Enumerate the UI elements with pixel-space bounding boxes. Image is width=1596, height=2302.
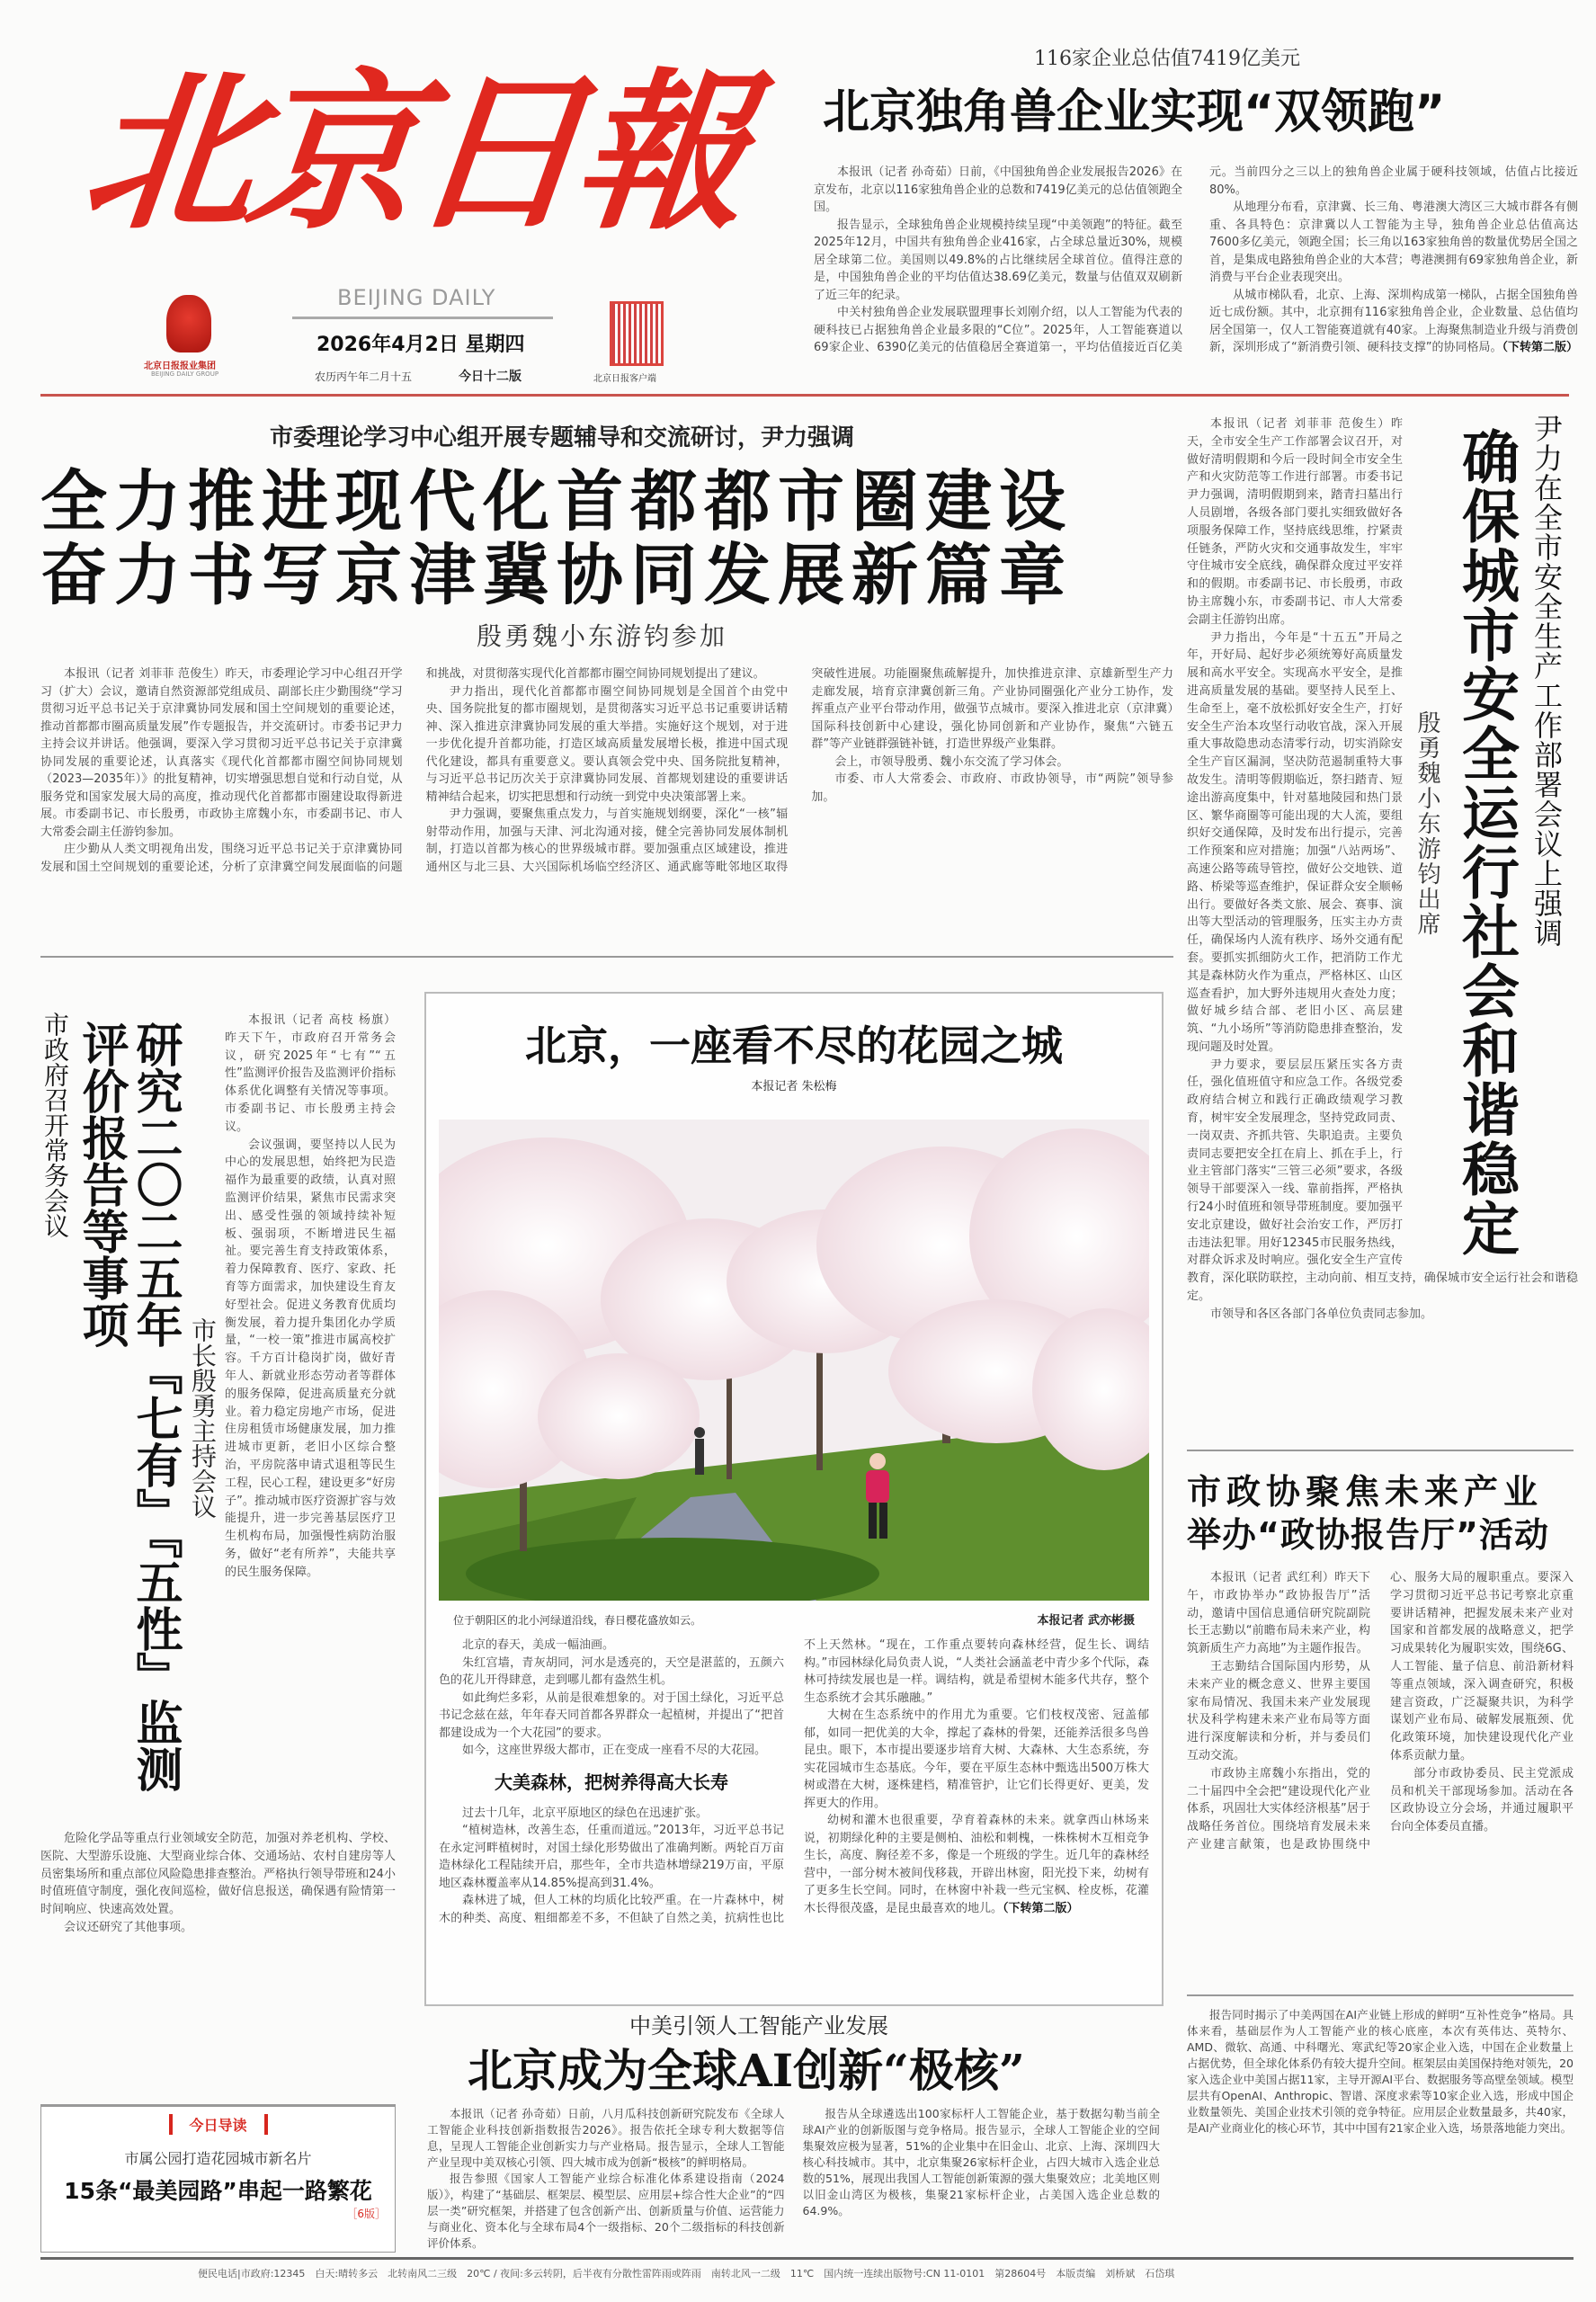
- ai-headline[interactable]: 北京成为全球AI创新“极核”: [468, 2044, 1025, 2097]
- govt-body-lower: 危险化学品等重点行业领域安全防范，加强对养老机构、学校、医院、大型游乐设施、大型商业综合体、交通场站、农村自建房等人员密集场所和重点部位风险隐患排查整治。严格执行领导带班和24小时值班值守制度，强化夜间巡检，做好信息报送，确保遇有险情第一时间响应、快速高效处置。 会议还研究了其他事项。: [40, 1832, 396, 1934]
- group-logo-icon: [166, 295, 211, 352]
- issue-date: 2026年4月2日 星期四: [317, 334, 525, 356]
- safety-kicker: 尹力在全市安全生产工作部署会议上强调: [1529, 414, 1564, 948]
- page-count: 今日十二版: [459, 370, 522, 384]
- lunar-date: 农历丙午年二月十五: [315, 370, 413, 383]
- masthead-divider: [40, 394, 1569, 397]
- cherry-blossom-photo: [439, 1120, 1149, 1601]
- ai-body-continued: 报告同时揭示了中美两国在AI产业链上形成的鲜明“互补性竞争”格局。具体来看，基础层作为人工智能产业的核心底座，本次有英伟达、英特尔、AMD、微软、高通、中科曙光、寒武纪等20家企业入选，中国在企业数量上占据优势，但全球化体系仍有较大提升空间。框架层由美国保持绝对领先，20家入选企业中美国占据11家，主导开源AI平台、数据服务等高壁垒领域。模型层共有OpenAI、Anthropic、智谱、深度求索等10家企业入选，形成中国企业数量领先、美国企业技术引领的竞争特征。应用层企业数量最多，共40家，是AI产业商业化的核心环节，其中中国有21家企业入选，场景落地能力突出。: [1187, 2008, 1574, 2135]
- lead-kicker: 116家企业总估值7419亿美元: [1034, 48, 1300, 70]
- main-kicker: 市委理论学习中心组开展专题辅导和交流研讨，尹力强调: [270, 424, 855, 451]
- govt-sub: 市长殷勇主持会议: [188, 1317, 218, 1519]
- group-name-en: BEIJING DAILY GROUP: [151, 370, 219, 378]
- safety-headline[interactable]: 确保城市安全运行社会和谐稳定: [1452, 427, 1519, 1258]
- ai-kicker: 中美引领人工智能产业发展: [629, 2013, 888, 2039]
- ai-body: 本报讯（记者 孙奇茹）日前，八月瓜科技创新研究院发布《全球人工智能企业科技创新指数报告2026》。报告依托全球专利大数据等信息，呈现人工智能企业创新实力与产业格局。报告显示，全球人工智能产业呈现中美双核心引领、四大城市成为创新“极核”的鲜明格局。 报告参照《国家人工智能产业综合标准化体系建设指南（2024版）》，构建了“基础层、框架层、模型层、应用层+综合性大企业”的“四层一类”研究框架，并搭建了包含创新产出、创新质量与价值、运营能力与商业化、资本化与全球布局4个一级指标、20个二级指标的科技创新评价体系。 报告从全球遴选出100家标杆人工智能企业，基于数据勾勒当前全球AI产业的创新版图与竞争格局。报告显示，全球人工智能企业的空间集聚效应极为显著，51%的企业集中在旧金山、北京、上海、深圳四大核心科技城市。其中，北京集聚26家标杆企业，占四大城市入选企业总数的51%，展现出我国人工智能创新策源的强大集聚效应；北美地区则以旧金山湾区为极核，集聚21家标杆企业，占美国入选企业总数的64.9%。: [427, 2107, 1160, 2250]
- lead-body: 本报讯（记者 孙奇茹）日前，《中国独角兽企业发展报告2026》在京发布，北京以116家独角兽企业的总数和7419亿美元的总估值领跑全国。 报告显示，全球独角兽企业规模持续呈现“中美领跑”的特征。截至2025年12月，中国共有独角兽企业416家，占全球总量近30%，规模居全球第二位。美国则以49.8%的占比继续居全球首位。值得注意的是，中国独角兽企业的平均估值达38.69亿美元，数量与估值双双刷新了近三年的纪录。 中关村独角兽企业发展联盟理事长刘刚介绍，以人工智能为代表的硬科技已占据独角兽企业最多限的“C位”。2025年，人工智能赛道以69家企业、6390亿美元的估值稳居全赛道第一，平均估值接近百亿美元。当前四分之三以上的独角兽企业属于硬科技领域，估值占比接近80%。 从地理分布看，京津冀、长三角、粤港澳大湾区三大城市群各有侧重、各具特色：京津冀以人工智能为主导，独角兽企业总估值高达7600多亿美元，领跑全国；长三角以163家独角兽的数量优势居全国之首，是集成电路独角兽企业的大本营；粤港澳拥有69家独角兽企业，新消费与平台企业表现突出。 从城市梯队看，北京、上海、深圳构成第一梯队，占据全国独角兽近七成份额。其中，北京拥有116家独角兽企业，企业数量、总估值均居全国第一，仅人工智能赛道就有40家。上海聚焦制造业升级与消费创新，深圳形成了“新消费引领、硬科技支撑”的协同格局。（下转第二版）: [814, 165, 1578, 354]
- photo-credit: 本报记者 武亦彬摄: [1037, 1614, 1135, 1628]
- cppcc-headline-2[interactable]: 举办“政协报告厅”活动: [1187, 1515, 1549, 1555]
- footer-info: 便民电话|市政府:12345 白天:晴转多云 北转南风二三级 20℃ / 夜间:多云转阴，后半夜有分散性雷阵雨或阵雨 南转北风一二级 11℃ 国内统一连续出版物号:CN 11-0101 第28604号 本版责编 刘桥斌 石岱琪: [198, 2268, 1175, 2280]
- qr-code-icon[interactable]: [610, 301, 664, 366]
- today-guide-page-ref[interactable]: ［6版］: [346, 2208, 386, 2220]
- garden-headline[interactable]: 北京，一座看不尽的花园之城: [525, 1022, 1063, 1070]
- govt-headline[interactable]: 研究二〇二五年『七有』『五性』监测评价报告等事项: [74, 1021, 183, 1792]
- garden-body: 北京的春天，美成一幅油画。 朱红宫墙，青灰胡同，河水是透亮的，天空是湛蓝的，五颜六色的花儿开得肆意，走到哪儿都有盎然生机。 如此绚烂多彩，从前是很难想象的。对于国土绿化，习近平总书记念兹在兹，年年春天同首都各界群众一起植树，并提出了“把首都建设成为一个大花园”的要求。 如今，这座世界级大都市，正在变成一座看不尽的大花园。 大美森林，把树养得高大长寿 过去十几年，北京平原地区的绿色在迅速扩张。 “植树造林，改善生态，任重而道远。”2013年，习近平总书记在永定河畔植树时，对国土绿化形势做出了准确判断。两轮百万亩造林绿化工程陆续开启，那些年，全市共造林增绿219万亩，平原地区森林覆盖率从14.85%提高到31.4%。 森林进了城，但人工林的均质化比较严重。在一片森林中，树木的种类、高度、粗细都差不多，不但缺了自然之美，抗病性也比不上天然林。“现在，工作重点要转向森林经营，促生长、调结构。”市园林绿化局负责人说，“人类社会涵盖老中青少多个代际，森林可持续发展也是一样。调结构，就是希望树木能多代共存，整个生态系统才会其乐融融。” 大树在生态系统中的作用尤为重要。它们枝杈茂密、冠盖郁郁，如同一把优美的大伞，撑起了森林的骨架，还能养活很多鸟兽昆虫。眼下，本市提出要逐步培育大树、大森林、大生态系统，夯实花园城市生态基底。今年，要在平原生态林中甄选出500万株大树或潜在大树，逐株建档，精准管护，让它们长得更好、更美，发挥更大的作用。 幼树和灌木也很重要，孕育着森林的未来。就拿西山林场来说，初期绿化种的主要是侧柏、油松和刺槐，一株株树木互相竞争生长，高度、胸径差不多，像是一个班级的学生。近几年的森林经营中，一部分树木被间伐移栽，开辟出林窗，阳光投下来，幼树有了更多生长空间。同时，在林窗中补栽一些元宝枫、栓皮栎，花灌木长得很茂盛，是昆虫最喜欢的地儿。（下转第二版）: [439, 1638, 1149, 1925]
- today-guide-headline[interactable]: 15条“最美园路”串起一路繁花: [64, 2178, 372, 2204]
- today-guide-box[interactable]: [40, 2104, 396, 2253]
- garden-feature-box: [424, 992, 1164, 2006]
- main-headline-2[interactable]: 奋力书写京津冀协同发展新篇章: [40, 537, 1073, 614]
- govt-kicker: 市政府召开常务会议: [40, 1012, 70, 1238]
- main-headline-1[interactable]: 全力推进现代化首都都市圈建设: [40, 463, 1073, 540]
- group-name: 北京日报报业集团: [144, 361, 216, 371]
- today-guide-label: 今日导读: [169, 2114, 268, 2135]
- main-attendees: 殷勇魏小东游钧参加: [477, 621, 728, 651]
- photo-caption: 位于朝阳区的北小河绿道沿线，春日樱花盛放如云。: [453, 1614, 702, 1627]
- safety-attendees: 殷勇魏小东游钧出席: [1413, 710, 1440, 937]
- newspaper-logo: 北京日報: [75, 52, 751, 253]
- cppcc-headline-1[interactable]: 市政协聚焦未来产业: [1187, 1472, 1544, 1512]
- cppcc-body: 本报讯（记者 武红利）昨天下午，市政协举办“政协报告厅”活动，邀请中国信息通信研究院副院长王志勤以“前瞻布局未来产业，构筑新质生产力高地”为主题作报告。 王志勤结合国际国内形势，从未来产业的概念意义、世界主要国家布局情况、我国未来产业发展现状及科学构建未来产业布局等方面进行深度解读和分析，并与委员们互动交流。 市政协主席魏小东指出，党的二十届四中全会把“建设现代化产业体系，巩固壮大实体经济根基”居于战略任务首位。围绕培育发展未来产业建言献策，也是政协围绕中心、服务大局的履职重点。要深入学习贯彻习近平总书记考察北京重要讲话精神，把握发展未来产业对国家和首都发展的战略意义，把学习成果转化为履职实效，围绕6G、人工智能、量子信息、前沿新材料等重点领域，深入调查研究，积极建言资政，广泛凝聚共识，为科学谋划产业布局、破解发展瓶颈、优化政策环境，加快建设现代化产业体系贡献力量。 部分市政协委员、民主党派成员和机关干部现场参加。活动在各区政协设立分会场，并通过履职平台向全体委员直播。: [1187, 1571, 1574, 1851]
- lead-headline[interactable]: 北京独角兽企业实现“双领跑”: [823, 85, 1446, 139]
- today-guide-kicker: 市属公园打造花园城市新名片: [124, 2150, 312, 2167]
- garden-byline: 本报记者 朱松梅: [751, 1080, 837, 1093]
- govt-body: 本报讯（记者 高枝 杨旗）昨天下午，市政府召开常务会议，研究2025年“七有”“五性”监测评价报告及监测评价指标体系优化调整有关情况等事项。市委副书记、市长殷勇主持会议。 会议强调，要坚持以人民为中心的发展思想，始终把为民造福作为最重要的政绩，认真对照监测评价结果，紧焦市民需求突出、感受性强的领域持续补短板、强弱项，不断增进民生福祉。要完善生育支持政策体系，着力保障教育、医疗、家政、托育等方面需求，加快建设生育友好型社会。促进义务教育优质均衡发展，着力提升集团化办学质量，“一校一策”推进市属高校扩容。千方百计稳岗扩岗，做好青年人、新就业形态劳动者等群体的服务保障，促进高质量充分就业。着力稳定房地产市场，促进住房租赁市场健康发展，加力推进城市更新，老旧小区综合整治，平房院落申请式退租等民生工程，民心工程，建设更多“好房子”。推动城市医疗资源扩容与效能提升，进一步完善基层医疗卫生机构布局，加强慢性病防治服务，做好“老有所养”，夫能共享的民生服务保障。: [225, 1013, 396, 1579]
- safety-body: 本报讯（记者 刘菲菲 范俊生）昨天，全市安全生产工作部署会议召开，对做好清明假期和今后一段时间全市安全生产和火灾防范等工作进行部署。市委书记尹力强调，清明假期到来，踏青扫墓出行人员剧增，各级各部门要扎实细致做好各项服务保障工作，坚持底线思维，拧紧责任链条，严防火灾和交通事故发生，牢牢守住城市安全底线，确保群众度过平安祥和的假期。市委副书记、市长殷勇，市政协主席魏小东，市委副书记、市人大常委会副主任游钧出席。 尹力指出，今年是“十五五”开局之年，开好局、起好步必须统筹好高质量发展和高水平安全。实现高水平安全，是推进高质量发展的基础。要坚持人民至上、生命至上，毫不放松抓好安全生产，打好安全生产治本攻坚行动收官战，深入开展重大事故隐患动态清零行动，切实消除安全生产盲区漏洞，坚决防范遏制重特大事故发生。清明等假期临近，祭扫踏青、短途出游高度集中，针对墓地陵园和热门景区、繁华商圈等可能出现的大人流，要组织好交通保障，及时发布出行提示，完善工作预案和应对措施；加强“八站两场”、高速公路等疏导管控，做好公交地铁、道路、桥梁等巡查维护，保证群众安全顺畅出行。要做好各类文旅、展会、赛事、演出等大型活动的管理服务，压实主办方责任，确保场内人流有秩序、场外交通有配套。要抓实抓细防火工作，把消防工作尤其是森林防火作为重点，严格林区、山区巡查看护，加大野外违规用火查处力度；做好城乡结合部、老旧小区、高层建筑、“九小场所”等消防隐患排查整治，发现问题及时处置。 尹力要求，要层层压紧压实各方责任，强化值班值守和应急工作。各级党委政府结合树立和践行正确政绩观学习教育，树牢安全发展理念，坚持党政同责、一岗双责、齐抓共管、失职追责。主要负责同志要把安全扛在肩上、抓在手上，行业主管部门落实“三管三必须”要求，各级领导干部要深入一线、靠前指挥，严格执行24小时值班和领导带班制度。要加强平安北京建设，做好社会治安工作，严厉打击违法犯罪。用好12345市民服务热线，对群众诉求及时响应。强化安全生产宣传教育，深化联防联控，主动向前、相互支持，确保城市安全运行社会和谐稳定。 市领导和各区各部门各单位负责同志参加。: [1187, 417, 1578, 1321]
- english-title: BEIJING DAILY: [337, 285, 496, 310]
- qr-label: 北京日报客户端: [593, 374, 656, 384]
- headline-float-spacer: [1403, 415, 1578, 1256]
- garden-subhead: 大美森林，把树养得高大长寿: [495, 1771, 728, 1793]
- main-body: 本报讯（记者 刘菲菲 范俊生）昨天，市委理论学习中心组召开学习（扩大）会议，邀请自然资源部党组成员、副部长庄少勤围绕“学习贯彻习近平总书记关于京津冀协同发展和国土空间规划的重要论述，推动首都都市圈高质量发展”作专题报告，并交流研讨。市委书记尹力主持会议并讲话。他强调，要深入学习贯彻习近平总书记关于京津冀协同发展的重要论述，认真落实《现代化首都都市圈空间协同规划（2023—2035年）》的批复精神，切实增强思想自觉和行动自觉，从服务党和国家发展大局的高度，推动现代化首都都市圈建设取得新进展。市委副书记、市长殷勇，市政协主席魏小东，市委副书记、市人大常委会副主任游钧参加。 庄少勤从人类文明视角出发，围绕习近平总书记关于京津冀协同发展和国土空间规划的重要论述，分析了京津冀空间发展面临的问题和挑战，对贯彻落实现代化首都都市圈空间协同规划提出了建议。 尹力指出，现代化首都都市圈空间协同规划是全国首个由党中央、国务院批复的都市圈规划，是贯彻落实习近平总书记重要讲话精神、深入推进京津冀协同发展的重大举措。实施好这个规划，对于进一步优化提升首都功能，打造区域高质量发展增长极，推进中国式现代化建设，都具有重要意义。要认真领会党中央、国务院批复精神，与习近平总书记历次关于京津冀协同发展、首都规划建设的重要讲话精神结合起来，切实把思想和行动统一到党中央决策部署上来。 尹力强调，要聚焦重点发力，与首实施规划纲要，深化“一核”辐射带动作用，加强与天津、河北沟通对接，健全完善协同发展体制机制，打造以首都为核心的世界级城市群。要加强重点区域建设，推进通州区与北三县、大兴国际机场临空经济区、通武廊等毗邻地区取得突破性进展。功能圈聚焦疏解提升，加快推进京津、京雄新型生产力走廊发展，培育京津冀创新三角。产业协同圈强化产业分工协作，发挥重点产业平台带动作用，做强节点城市。要深入推进北京（京津冀）国际科技创新中心建设，强化协同创新和产业协作，聚焦“六链五群”等产业链群强链补链，打造世界级产业集群。 会上，市领导殷勇、魏小东交流了学习体会。 市委、市人大常委会、市政府、市政协领导，市“两院”领导参加。: [40, 667, 1173, 874]
